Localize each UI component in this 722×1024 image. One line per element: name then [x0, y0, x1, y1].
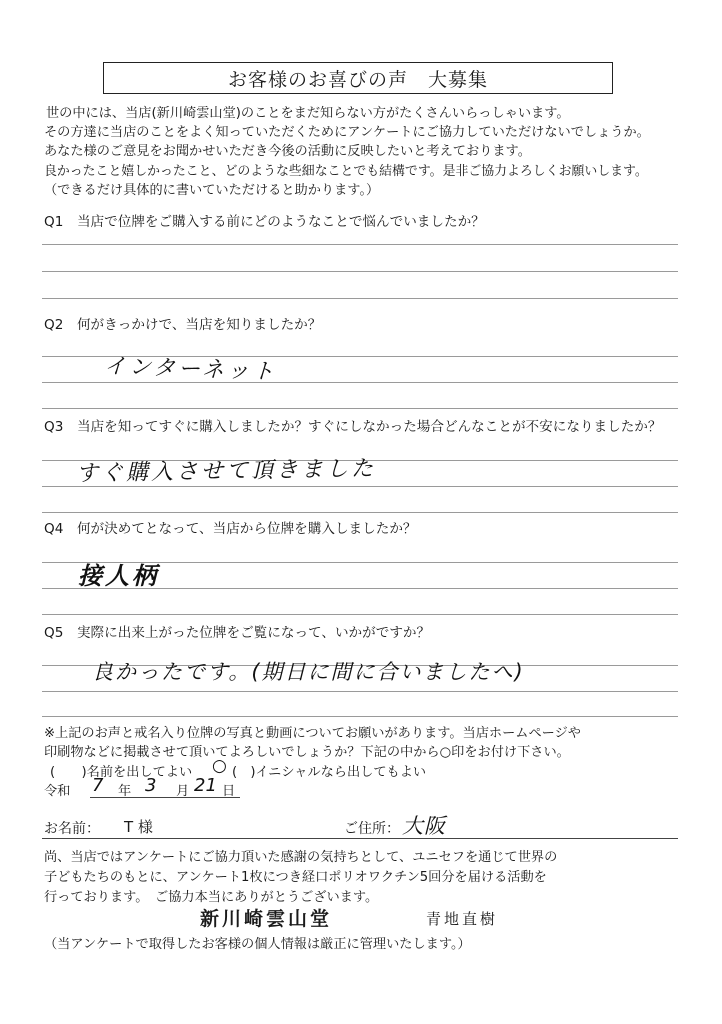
shop-name: 新川崎雲山堂 [200, 908, 333, 930]
question-5-label: Q5 実際に出来上がった位牌をご覧になって、いかがですか？ [44, 625, 431, 641]
privacy-note: （当アンケートで取得したお客様の個人情報は厳正に管理いたします。） [44, 937, 471, 952]
footer-text: 子どもたちのもとに、アンケート1枚につき経口ポリオワクチン5回分を届ける活動を [44, 870, 547, 885]
intro-line: 世の中には、当店(新川崎雲山堂)のことをまだ知らない方がたくさんいらっしゃいます。 [46, 106, 570, 121]
consent-text: ※上記のお声と戒名入り位牌の写真と動画についてお願いがあります。当店ホームページや [44, 726, 581, 741]
answer-line [42, 691, 678, 692]
consent-option-name: ( )名前を出してよい [50, 765, 193, 780]
question-5-answer: 良かったです。(期日に間に合いましたへ) [92, 660, 525, 684]
answer-line [42, 408, 678, 409]
answer-line [42, 271, 678, 272]
question-4-label: Q4 何が決めてとなって、当店から位牌を購入しましたか？ [44, 521, 417, 537]
address-value: 大阪 [402, 814, 446, 838]
answer-line [42, 716, 678, 717]
date-month: 3 [145, 775, 157, 796]
date-underline [90, 797, 240, 798]
date-day: 21 [194, 775, 217, 796]
date-month-unit: 月 [176, 784, 190, 799]
page-title [103, 62, 613, 94]
date-year-unit: 年 [118, 784, 132, 799]
date-year: 7 [92, 775, 104, 796]
date-day-unit: 日 [222, 784, 236, 799]
name-address-underline [42, 838, 678, 839]
question-3-label: Q3 当店を知ってすぐに購入しましたか？すぐにしなかった場合どんなことが不安になりましたか？ [44, 419, 662, 435]
intro-line: あなた様のご意見をお聞かせいただき今後の活動に反映したいと考えております。 [44, 144, 531, 159]
consent-option-initial: ( )イニシャルなら出してもよい [232, 765, 427, 780]
name-value: T 様 [124, 818, 153, 836]
question-1-label: Q1 当店で位牌をご購入する前にどのようなことで悩んでいましたか？ [44, 214, 485, 230]
question-2-label: Q2 何がきっかけで、当店を知りましたか？ [44, 317, 322, 333]
footer-text: 行っております。 ご協力本当にありがとうございます。 [44, 890, 379, 905]
answer-line [42, 244, 678, 245]
question-3-answer: すぐ購入させて頂きました [75, 456, 377, 487]
question-4-answer: 接人柄 [78, 562, 159, 590]
intro-line: その方達に当店のことをよく知っていただくためにアンケートにご協力していただけないでしょうか。 [44, 125, 650, 140]
intro-line: （できるだけ具体的に書いていただけると助かります。） [44, 183, 380, 198]
answer-line [42, 614, 678, 615]
question-2-answer: インターネット [103, 353, 278, 386]
consent-text: 印刷物などに掲載させて頂いてよろしいでしょうか？下記の中から○印をお付け下さい。 [44, 745, 570, 760]
address-label: ご住所： [344, 821, 400, 837]
page-title-text: お客様のお喜びの声 大募集 [227, 68, 488, 91]
owner-name: 青地直樹 [426, 910, 499, 928]
name-label: お名前： [44, 821, 100, 837]
answer-line [42, 512, 678, 513]
answer-line [42, 382, 678, 383]
consent-selected-mark: ○ [212, 756, 227, 776]
date-era: 令和 [44, 784, 71, 799]
footer-text: 尚、当店ではアンケートにご協力頂いた感謝の気持ちとして、ユニセフを通じて世界の [44, 850, 558, 865]
intro-line: 良かったこと嬉しかったこと、どのような些細なことでも結構です。是非ご協力よろしくお願いします。 [44, 164, 648, 179]
answer-line [42, 298, 678, 299]
